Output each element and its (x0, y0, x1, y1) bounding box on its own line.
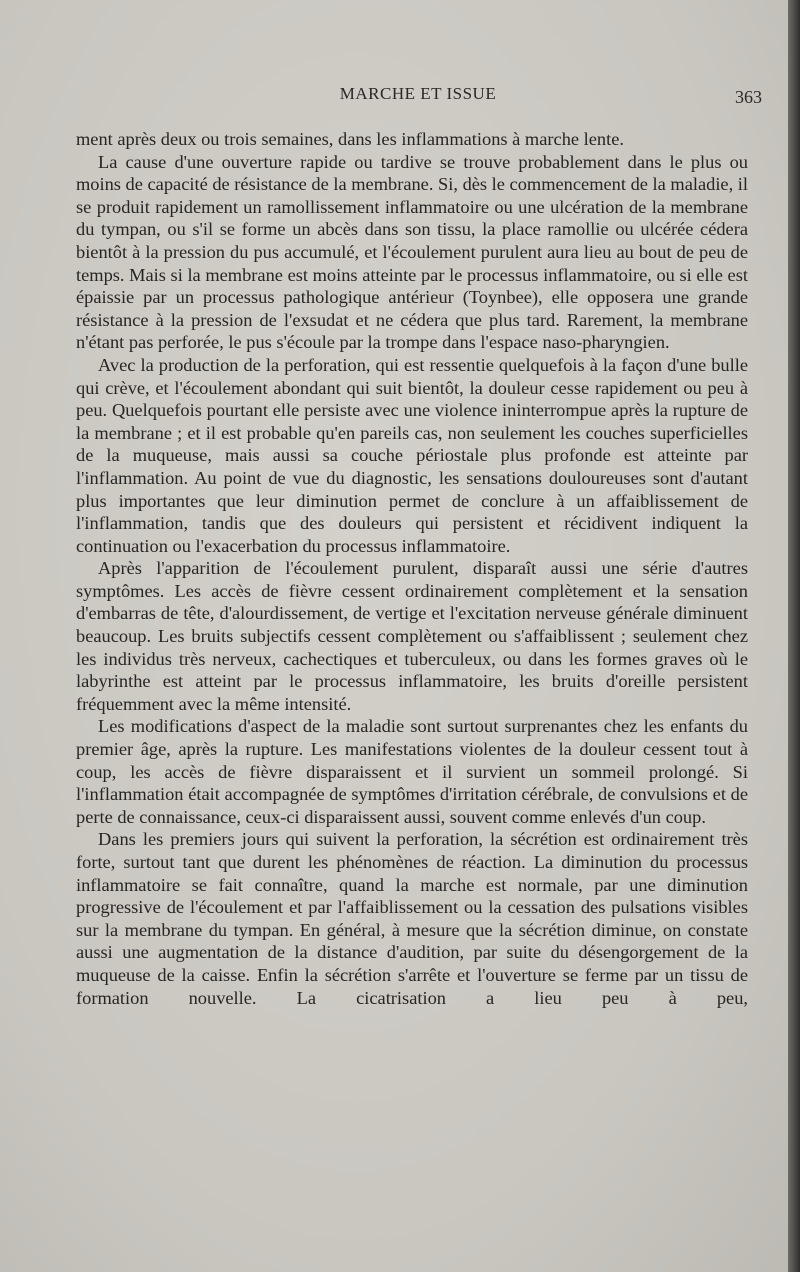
running-title: MARCHE ET ISSUE (339, 84, 497, 103)
paragraph: Après l'apparition de l'écoulement purulent, disparaît aussi une série d'autres symptômes. Les accès de fièvre cessent ordinairement complètement et la sensation d'embarras de tête, d'alourdissement, de vertige et l'excitation nerveuse générale diminuent beaucoup. Les bruits subjectifs cessent complètement ou s'affaiblissent ; seulement chez les individus très nerveux, cachectiques et tuberculeux, ou dans les formes graves où le labyrinthe est atteint par le processus inflammatoire, les bruits d'oreille persistent fréquemment avec la même intensité. (76, 558, 748, 714)
paragraph: Avec la production de la perforation, qui est ressentie quelquefois à la façon d'une bulle qui crève, et l'écoulement abondant qui suit bientôt, la douleur cesse rapidement ou peu à peu. Quelquefois pourtant elle persiste avec une violence ininterrompue après la rupture de la membrane ; et il est probable qu'en pareils cas, non seulement les couches superficielles de la muqueuse, mais aussi sa couche périostale plus profonde est atteinte par l'inflammation. Au point de vue du diagnostic, les sensations douloureuses sont d'autant plus importantes que leur diminution permet de conclure à un affaiblissement de l'inflammation, tandis que des douleurs qui persistent et récidivent indiquent la continuation ou l'exacerbation du processus inflammatoire. (76, 354, 748, 556)
paragraph-continuation: ment après deux ou trois semaines, dans les inflammations à marche lente. (76, 129, 624, 149)
body-text (76, 128, 748, 1009)
page-header (74, 84, 762, 110)
paragraph: La cause d'une ouverture rapide ou tardive se trouve probablement dans le plus ou moins de capacité de résistance de la membrane. Si, dès le commencement de la maladie, il se produit rapidement un ramollissement inflammatoire ou une ulcération de la membrane du tympan, ou s'il se forme un abcès dans son tissu, la place ramollie ou ulcérée cédera bientôt à la pression du pus accumulé, et l'écoulement purulent aura lieu au bout de peu de temps. Mais si la membrane est moins atteinte par le processus inflammatoire, ou si elle est épaissie par un processus pathologique antérieur (Toynbee), elle opposera une grande résistance à la pression de l'exsudat et ne cédera que plus tard. Rarement, la membrane n'étant pas perforée, le pus s'écoule par la trompe dans l'espace naso-pharyngien. (76, 151, 749, 353)
page-number: 363 (735, 87, 762, 107)
paragraph: Les modifications d'aspect de la maladie sont surtout surprenantes chez les enfants du premier âge, après la rupture. Les manifestations violentes de la douleur cessent tout à coup, les accès de fièvre disparaissent et il survient un sommeil prolongé. Si l'inflammation était accompagnée de symptômes d'irritation cérébrale, de convulsions et de perte de connaissance, ceux-ci disparaissent aussi, souvent comme enlevés d'un coup. (76, 716, 748, 827)
page-edge-shadow (788, 0, 800, 1272)
paragraph-continues: Dans les premiers jours qui suivent la perforation, la sécrétion est ordinairement très forte, surtout tant que durent les phénomènes de réaction. La diminution du processus inflammatoire se fait connaître, quand la marche est normale, par une diminution progressive de l'écoulement et par l'affaiblissement ou la cessation des pulsations visibles sur la membrane du tympan. En général, à mesure que la sécrétion diminue, on constate aussi une augmentation de la distance d'audition, par suite du désengorgement de la muqueuse de la caisse. Enfin la sécrétion s'arrête et l'ouverture se ferme par un tissu de formation nouvelle. La cicatrisation a lieu peu à peu, (76, 829, 748, 1008)
